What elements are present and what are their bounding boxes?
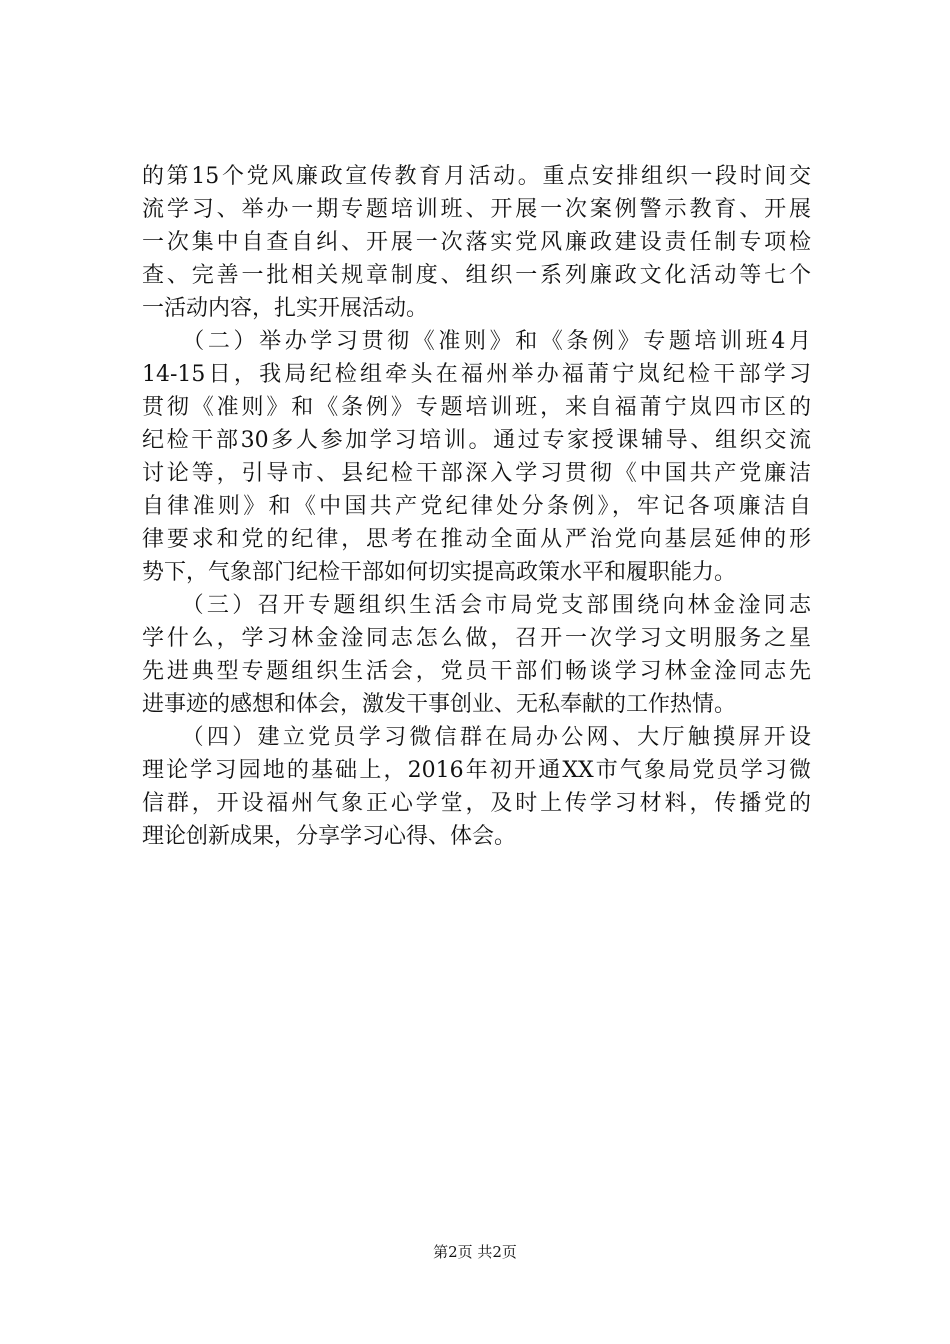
text-line: 律要求和党的纪律，思考在推动全面从严治党向基层延伸的形 — [142, 527, 811, 552]
page-footer — [0, 1242, 950, 1262]
text-line: 流学习、举办一期专题培训班、开展一次案例警示教育、开展 — [142, 197, 811, 222]
page-number: 第2页 共2页 — [433, 1243, 517, 1261]
text-line: 贯彻《准则》和《条例》专题培训班，来自福莆宁岚四市区的 — [142, 395, 811, 420]
text-line: 自律准则》和《中国共产党纪律处分条例》，牢记各项廉洁自 — [142, 494, 811, 519]
text-line: 先进典型专题组织生活会，党员干部们畅谈学习林金淦同志先 — [142, 659, 811, 684]
text-line: 一活动内容，扎实开展活动。 — [142, 296, 429, 321]
text-line: 查、完善一批相关规章制度、组织一系列廉政文化活动等七个 — [142, 263, 811, 288]
text-line: 势下，气象部门纪检干部如何切实提高政策水平和履职能力。 — [142, 560, 737, 585]
text-line: 的第15个党风廉政宣传教育月活动。重点安排组织一段时间交 — [142, 164, 811, 189]
text-line: 讨论等，引导市、县纪检干部深入学习贯彻《中国共产党廉洁 — [142, 461, 811, 486]
text-line: 一次集中自查自纠、开展一次落实党风廉政建设责任制专项检 — [142, 230, 811, 255]
text-line: 进事迹的感想和体会，激发干事创业、无私奉献的工作热情。 — [142, 692, 737, 717]
body-text — [142, 160, 811, 853]
text-line: （二）举办学习贯彻《准则》和《条例》专题培训班4月 — [142, 329, 811, 354]
text-line: 理论学习园地的基础上，2016年初开通XX市气象局党员学习微 — [142, 758, 811, 783]
text-line: 理论创新成果，分享学习心得、体会。 — [142, 824, 517, 849]
text-line: （四）建立党员学习微信群在局办公网、大厅触摸屏开设 — [142, 725, 811, 750]
text-line: 学什么，学习林金淦同志怎么做，召开一次学习文明服务之星 — [142, 626, 811, 651]
text-line: 纪检干部30多人参加学习培训。通过专家授课辅导、组织交流 — [142, 428, 811, 453]
text-line: 14-15日，我局纪检组牵头在福州举办福莆宁岚纪检干部学习 — [142, 362, 811, 387]
text-line: （三）召开专题组织生活会市局党支部围绕向林金淦同志 — [142, 593, 811, 618]
text-line: 信群，开设福州气象正心学堂，及时上传学习材料，传播党的 — [142, 791, 811, 816]
